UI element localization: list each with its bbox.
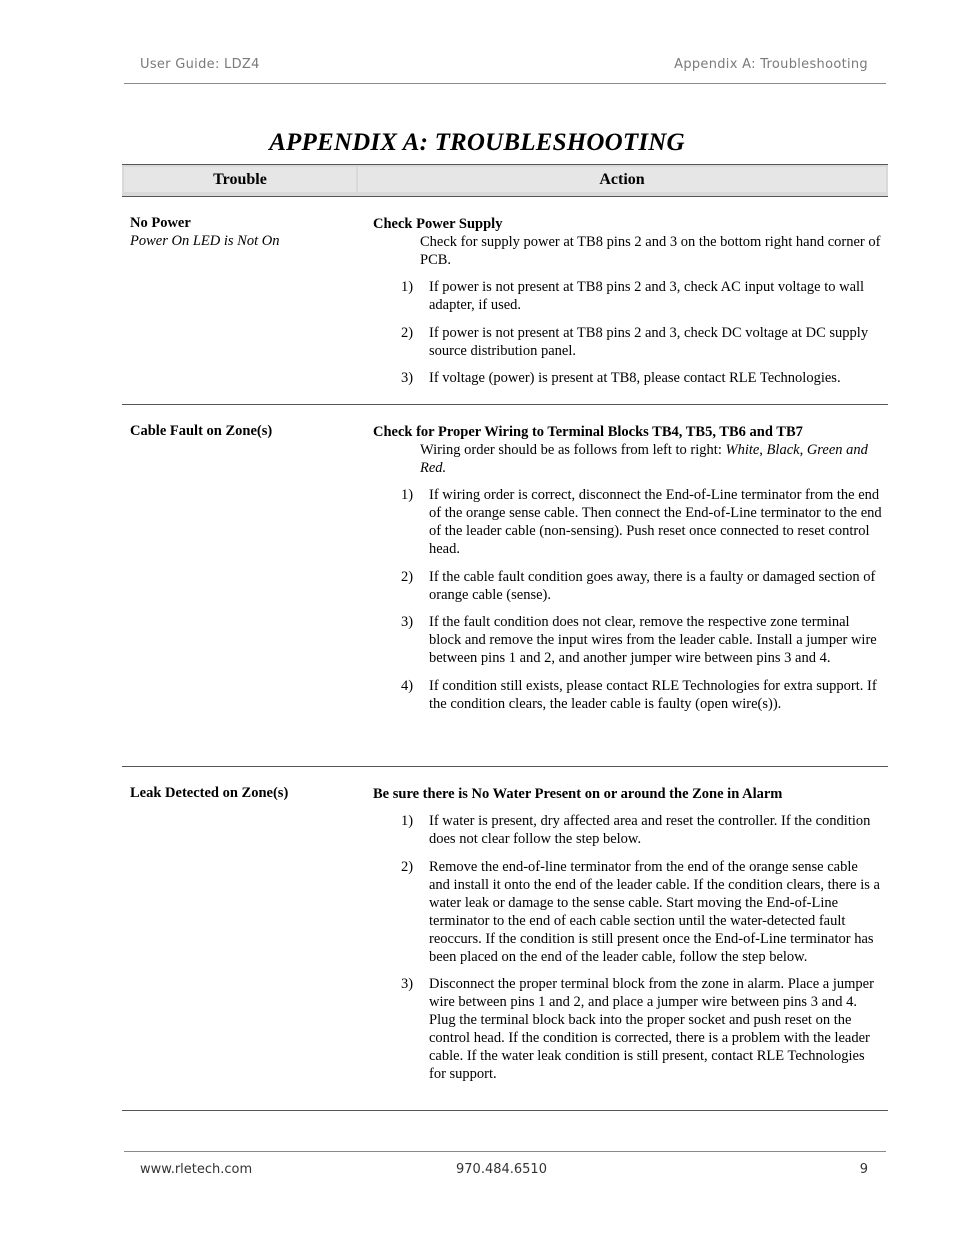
- action-steps: [373, 486, 882, 713]
- trouble-title: No Power: [130, 215, 191, 231]
- action-cell: [373, 405, 888, 713]
- list-item: 1) If water is present, dry affected area and reset the controller. If the condition does not clear follow the step below.: [401, 813, 871, 847]
- list-item: 3) If the fault condition does not clear, remove the respective zone terminal block and remove the input wires from the leader cable. Install a jumper wire between pins 1 and 2, and another jumper wire between pins 3 and 4.: [401, 614, 877, 666]
- trouble-cell: [130, 423, 360, 441]
- table-header: [122, 165, 888, 197]
- footer-phone: 970.484.6510: [456, 1162, 547, 1177]
- page-footer: [124, 1151, 886, 1178]
- action-heading: Be sure there is No Water Present on or around the Zone in Alarm: [373, 786, 783, 802]
- troubleshooting-table: [122, 164, 888, 1111]
- trouble-cell: [130, 215, 360, 250]
- action-heading: Check Power Supply: [373, 216, 503, 232]
- col-header-action: Action: [358, 167, 886, 192]
- table-row: [122, 405, 888, 767]
- header-guide-title: User Guide: LDZ4: [140, 57, 260, 72]
- trouble-title: Cable Fault on Zone(s): [130, 423, 273, 439]
- trouble-title: Leak Detected on Zone(s): [130, 785, 289, 801]
- list-item: 4) If condition still exists, please contact RLE Technologies for extra support. If the condition clears, the leader cable is faulty (open wire(s)).: [401, 677, 877, 712]
- col-header-trouble: Trouble: [124, 167, 356, 192]
- wiring-order: White, Black, Green and Red.: [420, 442, 868, 476]
- action-description: Check for supply power at TB8 pins 2 and 3 on the bottom right hand corner of PCB.: [420, 234, 881, 268]
- table-row: [122, 197, 888, 405]
- page-header: [124, 56, 886, 84]
- list-item: 2) If the cable fault condition goes away, there is a faulty or damaged section of orange cable (sense).: [401, 568, 876, 603]
- footer-website: www.rletech.com: [140, 1162, 253, 1177]
- action-cell: [373, 767, 888, 1083]
- list-item: 2) Remove the end-of-line terminator from the end of the orange sense cable and install it onto the end of the leader cable. If the condition clears, there is a water leak or damage to the sense cable. Start moving the End-of-Line terminator to the end of each cable section until the water-detected fault reoccurs. If the condition is still present once the End-of-Line terminator has been placed on the end of the leader cable, follow the step below.: [401, 858, 880, 965]
- trouble-cell: [130, 785, 360, 803]
- header-section-title: Appendix A: Troubleshooting: [674, 57, 868, 72]
- action-cell: [373, 197, 888, 387]
- table-row: [122, 767, 888, 1111]
- list-item: 1) If wiring order is correct, disconnect the End-of-Line terminator from the end of the orange sense cable. Then connect the End-of-Line terminator to the end of the leader cable (non-sensing). Push reset once connected to reset control head.: [401, 487, 882, 557]
- page-number: 9: [859, 1162, 868, 1177]
- action-description: Wiring order should be as follows from left to right: White, Black, Green and Red.: [420, 442, 868, 476]
- list-item: 2) If power is not present at TB8 pins 2 and 3, check DC voltage at DC supply source distribution panel.: [401, 324, 869, 359]
- action-steps: [373, 278, 882, 387]
- page-title: APPENDIX A: TROUBLESHOOTING: [269, 129, 685, 156]
- list-item: 3) Disconnect the proper terminal block from the zone in alarm. Place a jumper wire between pins 1 and 2, and place a jumper wire between pins 3 and 4. Plug the terminal block back into the proper socket and push reset on the control head. If the condition is corrected, there is a problem with the leader cable. If the water leak condition is still present, contact RLE Technologies for support.: [401, 976, 874, 1082]
- action-heading: Check for Proper Wiring to Terminal Blocks TB4, TB5, TB6 and TB7: [373, 424, 803, 440]
- list-item: 1) If power is not present at TB8 pins 2 and 3, check AC input voltage to wall adapter, if used.: [401, 279, 865, 313]
- list-item: 3) If voltage (power) is present at TB8, please contact RLE Technologies.: [401, 370, 841, 386]
- action-steps: [373, 812, 882, 1083]
- trouble-symptom: Power On LED is Not On: [130, 232, 280, 249]
